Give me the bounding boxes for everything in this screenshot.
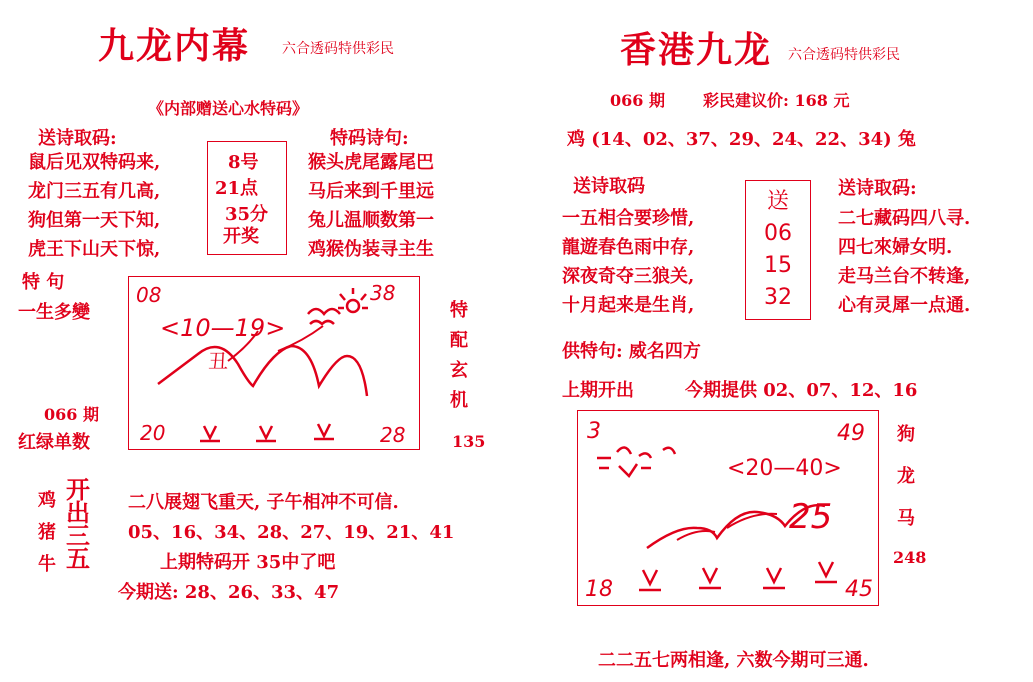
- left-animal: 牛: [38, 554, 56, 575]
- left-animal: 鸡: [38, 490, 56, 511]
- right-poem-right-line: 二七藏码四八寻.: [838, 208, 971, 229]
- right-this-issue: 今期提供 02、07、12、16: [685, 380, 918, 401]
- right-special-label: 供特句:: [562, 341, 629, 362]
- right-price: 彩民建议价: 168 元: [703, 91, 850, 110]
- left-verse: [308, 148, 434, 264]
- left-sketch-mountains: [158, 346, 367, 396]
- left-title: 九龙内幕: [98, 25, 251, 67]
- right-special: [562, 337, 701, 363]
- left-special-label: 特 句: [22, 272, 65, 293]
- left-sketch-arrows: [200, 424, 334, 441]
- left-sketch-top-left: 08: [136, 283, 162, 307]
- left-side-char: 特: [450, 300, 468, 321]
- right-sketch-range: <20—40>: [727, 456, 842, 481]
- left-animal: 猪: [38, 522, 56, 543]
- left-poem-label: 送诗取码:: [38, 128, 117, 149]
- right-sketch-mid-number: 25: [789, 497, 833, 537]
- right-issue: 066 期: [610, 91, 665, 110]
- left-kai-char: 五: [66, 544, 90, 573]
- left-side-char: 玄: [450, 360, 468, 381]
- right-send-number: 15: [764, 253, 792, 278]
- left-kai-chars: [66, 475, 90, 573]
- right-title: 香港九龙: [620, 29, 773, 71]
- left-verse-line: 马后来到千里远: [308, 181, 434, 202]
- left-special-text: 一生多變: [18, 302, 90, 323]
- right-sketch-top-left: 3: [587, 419, 601, 444]
- left-red-green: 红绿单数: [18, 432, 90, 453]
- left-sketch: [128, 276, 418, 448]
- right-poem-label-left: 送诗取码: [573, 176, 645, 197]
- left-sketch-top-right: 38: [370, 281, 396, 305]
- right-poem-left: [562, 204, 694, 320]
- right-send-number: 32: [764, 285, 792, 310]
- left-time-minute: 35分: [225, 204, 269, 225]
- right-footer: 二二五七两相逢, 六数今期可三通.: [598, 650, 869, 671]
- right-poem-left-line: 十月起来是生肖,: [562, 295, 695, 316]
- right-special-text: 威名四方: [628, 341, 701, 362]
- right-poem-right-line: 四七來婦女明.: [838, 237, 953, 258]
- left-side-number: 135: [452, 432, 486, 451]
- right-poem-right-line: 走马兰台不转逢,: [838, 266, 971, 287]
- right-send-number: 06: [764, 221, 792, 246]
- right-sketch-arrows: [639, 562, 837, 590]
- right-poem-left-line: 龍遊春色雨中存,: [562, 237, 695, 258]
- left-poem: [28, 148, 160, 264]
- right-sketch-top-right: 49: [837, 421, 865, 446]
- right-sketch-bottom-left: 18: [585, 577, 613, 602]
- right-last-issue: 上期开出: [562, 380, 634, 401]
- right-poem-label-right: 送诗取码:: [838, 178, 917, 199]
- left-bottom-line2: 05、16、34、28、27、19、21、41: [128, 522, 455, 543]
- left-bottom-line3: 上期特码开 35中了吧: [160, 552, 336, 573]
- left-poem-line: 狗但第一天下知,: [28, 210, 161, 231]
- left-verse-line: 鸡猴伪装寻主生: [308, 239, 434, 260]
- right-numbers-line: 鸡 (14、02、37、29、24、22、34) 兔: [567, 129, 916, 150]
- right-sketch: [577, 410, 877, 604]
- left-sketch-range: <10—19>: [160, 314, 286, 342]
- left-sketch-bottom-left: 20: [140, 421, 166, 445]
- right-poem-right: [838, 204, 970, 320]
- right-side-number: 248: [893, 548, 927, 567]
- right-subtitle: 六合透码特供彩民: [788, 47, 900, 63]
- left-side-char: 配: [450, 330, 468, 351]
- left-gift-heading: 《内部赠送心水特码》: [148, 99, 309, 118]
- right-send-label: 送: [766, 189, 789, 214]
- right-poem-right-line: 心有灵犀一点通.: [838, 295, 971, 316]
- left-poem-line: 龙门三五有几高,: [28, 181, 161, 202]
- left-poem-line: 鼠后见双特码来,: [28, 152, 161, 173]
- left-verse-line: 兔儿温顺数第一: [308, 210, 434, 231]
- left-subtitle: 六合透码特供彩民: [282, 41, 394, 57]
- left-poem-line: 虎王下山天下惊,: [28, 239, 161, 260]
- left-kai-char: 三: [66, 521, 90, 550]
- right-send-box-content: [758, 186, 798, 314]
- left-time-draw: 开奖: [223, 226, 259, 247]
- right-side-char: 马: [897, 508, 915, 529]
- left-verse-line: 猴头虎尾露尾巴: [308, 152, 434, 173]
- left-sketch-bottom-right: 28: [380, 423, 406, 447]
- left-verse-label: 特码诗句:: [330, 128, 409, 149]
- right-side-char: 狗: [897, 424, 915, 445]
- right-sketch-cloud: [597, 447, 675, 476]
- right-poem-left-line: 深夜奇夺三狼关,: [562, 266, 695, 287]
- left-bottom-line4: 今期送: 28、26、33、47: [118, 582, 340, 603]
- right-side-char: 龙: [897, 466, 915, 487]
- left-time-hour: 8号: [228, 152, 259, 173]
- left-time-point: 21点: [215, 178, 259, 199]
- right-poem-left-line: 一五相合要珍惜,: [562, 208, 695, 229]
- left-issue: 066 期: [44, 405, 99, 424]
- left-side-char: 机: [450, 390, 468, 411]
- left-kai-char: 出: [66, 498, 90, 527]
- left-bottom-line1: 二八展翅飞重天, 子午相冲不可信.: [128, 492, 399, 513]
- right-sketch-bottom-right: 45: [845, 577, 873, 602]
- left-sketch-char: 丑: [208, 349, 228, 373]
- left-kai-char: 开: [66, 475, 90, 504]
- left-sketch-sun: [308, 288, 368, 324]
